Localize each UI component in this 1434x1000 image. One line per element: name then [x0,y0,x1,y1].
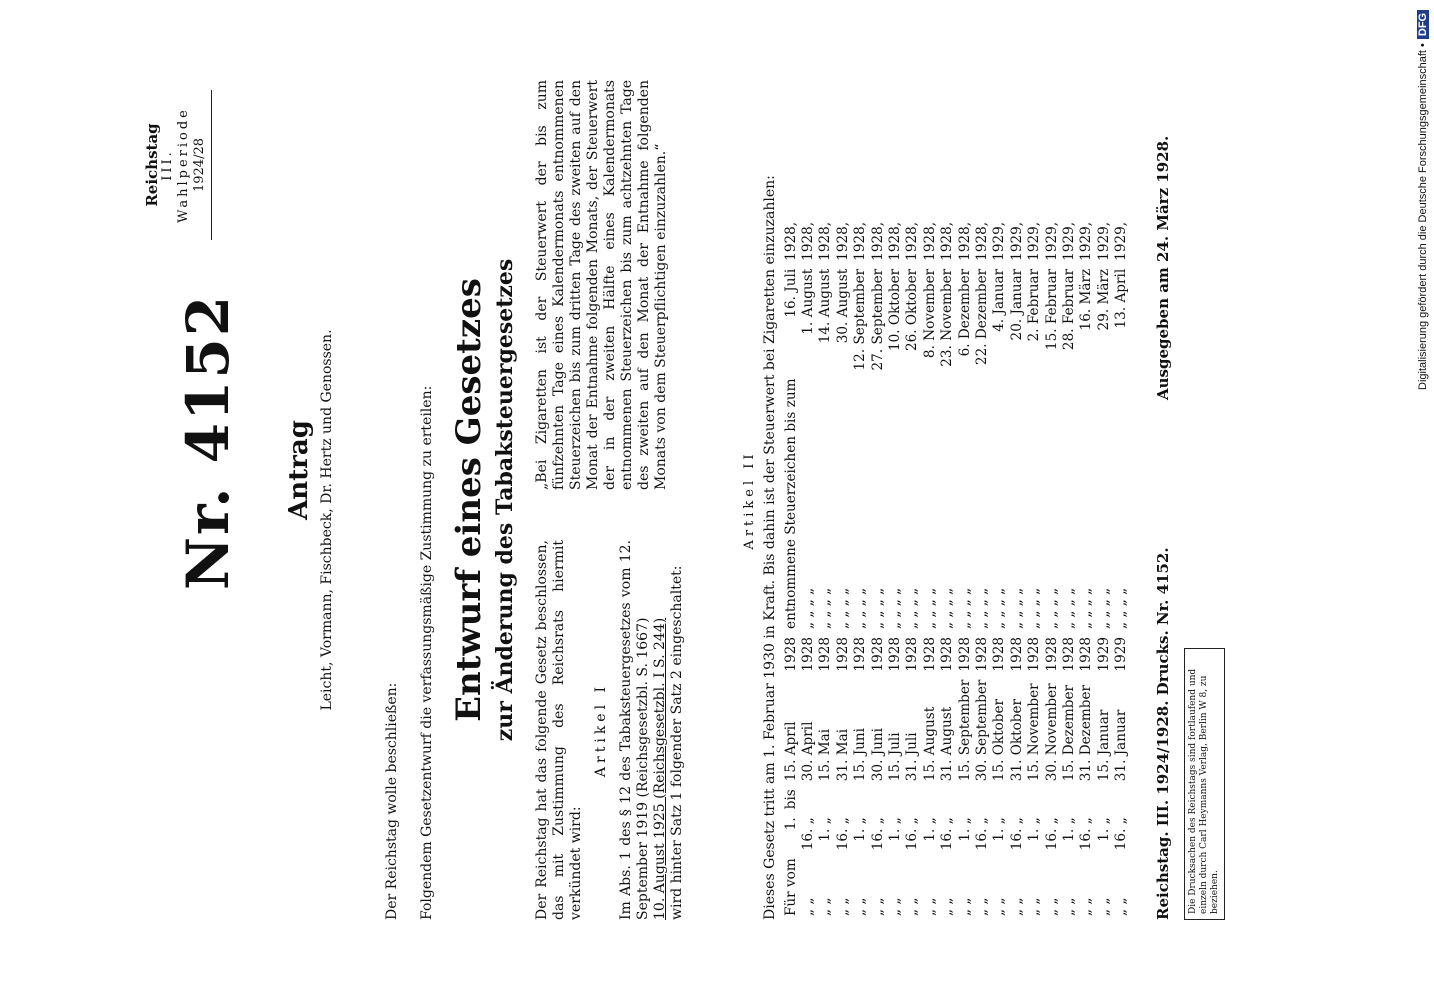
schedule-cell-a: „ „ [834,897,851,916]
schedule-cell-d2: 31. Januar [1113,709,1130,782]
schedule-cell-d3: 29. März [1095,268,1112,331]
schedule-cell-y1: 1928 [834,636,851,672]
schedule-cell-b [1078,785,1095,813]
schedule-cell-a: „ „ [1113,897,1130,916]
schedule-cell-y1: 1929 [1095,636,1112,672]
schedule-cell-mid: „ „ „ „ [1095,587,1112,629]
schedule-cell-a: „ „ [887,897,904,916]
schedule-cell-d3: 16. März [1078,268,1095,331]
schedule-cell-y2: 1928, [939,221,956,261]
schedule-cell-b [1008,785,1025,813]
schedule-row [834,218,851,920]
schedule-cell-d2: 15. August [921,706,938,782]
schedule-row [904,218,921,920]
schedule-cell-d2: 15. April [782,721,799,782]
schedule-cell-y2: 1928, [834,221,851,261]
schedule-cell-d2: 15. Januar [1095,709,1112,782]
schedule-cell-d2: 15. Mai [817,728,834,782]
schedule-cell-y2: 1929, [1095,221,1112,261]
schedule-cell-y1: 1928 [904,636,921,672]
schedule-cell-y1: 1928 [887,636,904,672]
schedule-cell-mid: „ „ „ „ [852,587,869,629]
schedule-cell-y2: 1929, [1008,221,1025,261]
schedule-row [921,218,938,920]
artikel-2-intro: Dieses Gesetz tritt am 1. Februar 1930 in Kraft. Bis dahin ist der Steuerwert bei Zigaretten einzuzahlen: [762,175,778,920]
schedule-cell-y1: 1928 [782,636,799,672]
schedule-cell-y1: 1928 [991,636,1008,672]
schedule-cell-d2: 15. September [956,679,973,782]
schedule-cell-d1: 1. „ [887,817,904,842]
payment-schedule [782,218,1130,920]
schedule-row [956,218,973,920]
schedule-cell-a: „ „ [1095,897,1112,916]
schedule-cell-d3: 26. Oktober [904,268,921,352]
schedule-cell-a: „ „ [956,897,973,916]
schedule-cell-y1: 1928 [1008,636,1025,672]
schedule-cell-b [886,785,903,813]
schedule-cell-a: „ „ [817,897,834,916]
schedule-cell-a: „ „ [973,897,990,916]
law-title: Entwurf eines Gesetzes [449,278,489,722]
schedule-cell-d1: 16. „ [800,817,817,851]
schedule-cell-y2: 1929, [1078,221,1095,261]
schedule-cell-d3: 28. Februar [1060,268,1077,351]
schedule-cell-a: „ „ [800,897,817,916]
schedule-cell-b [991,785,1008,813]
schedule-cell-d2: 15. Juli [887,732,904,782]
amendment-text-a: Im Abs. 1 des § 12 des Tabaksteuergesetzes vom 12. September 1919 (Reichsgesetzbl. S. 1667) [618,540,651,920]
document-number: Nr. 4152 [174,293,242,590]
schedule-cell-y2: 1929, [1026,221,1043,261]
schedule-row [852,218,869,920]
schedule-cell-mid: „ „ „ „ [991,587,1008,629]
schedule-cell-d2: 30. Juni [869,727,886,782]
schedule-cell-d2: 30. September [973,679,990,782]
schedule-cell-b [1025,785,1042,813]
schedule-cell-b [1095,785,1112,813]
schedule-cell-y2: 1928, [869,221,886,261]
wahlperiode-label: III. Wahlperiode [160,107,191,223]
dfg-credit-text: Digitalisierung gefördert durch die Deutsche Forschungsgemeinschaft • [1417,43,1429,390]
schedule-cell-d1: 16. „ [1008,817,1025,851]
schedule-cell-d3: 13. April [1113,268,1130,329]
schedule-cell-b [1043,785,1060,813]
schedule-row [1095,218,1112,920]
dfg-credit [1417,10,1429,390]
schedule-cell-y1: 1928 [817,636,834,672]
inserted-sentence: „Bei Zigaretten ist der Steuerwert der bis zum fünfzehnten Tage eines Kalendermonats entnommenen Steuerzeichen bis zum dritten Tage des zweiten auf den Monat der Entnahme folgenden Monats, der Steuerwert der in der zweiten Hälfte eines Kalendermonats entnommenen Steuerzeichen bis zum achtzehnten Tage des zweiten auf den Monat der Entnahme folgenden Monats von dem Steuerpflichtigen einzuzahlen.“ [534,80,669,490]
schedule-cell-d1: 1. „ [1026,817,1043,842]
left-column [534,540,686,920]
dfg-logo: DFG [1417,10,1429,39]
schedule-cell-y1: 1928 [1026,636,1043,672]
artikel-1-heading: Artikel I [593,682,609,778]
schedule-cell-a: „ „ [939,897,956,916]
schedule-cell-mid: „ „ „ „ [956,587,973,629]
schedule-cell-d3: 1. August [800,268,817,335]
schedule-row [1008,218,1025,920]
footer-issued: Ausgegeben am 24. März 1928. [1154,135,1172,400]
schedule-cell-d1: 1. „ [1060,817,1077,842]
schedule-cell-y1: 1928 [1078,636,1095,672]
schedule-cell-y1: 1928 [800,636,817,672]
schedule-cell-d3: 10. Oktober [887,268,904,352]
enactment-paragraph: Der Reichstag hat das folgende Gesetz beschlossen, das mit Zustimmung des Reichsrats hiermit verkündet wird: [534,540,584,920]
schedule-cell-y2: 1928, [904,221,921,261]
schedule-cell-mid: „ „ „ „ [1060,587,1077,629]
schedule-cell-y2: 1928, [887,221,904,261]
schedule-cell-d3: 6. Dezember [956,268,973,357]
schedule-cell-b [904,785,921,813]
schedule-row [799,218,816,920]
schedule-cell-mid: „ „ „ „ [834,587,851,629]
schedule-row [1025,218,1042,920]
antrag-heading: Antrag [284,420,314,520]
schedule-cell-d3: 12. September [852,268,869,371]
schedule-cell-d3: 23. November [939,268,956,367]
schedule-cell-mid: „ „ „ „ [1008,587,1025,629]
schedule-cell-d1: 16. „ [973,817,990,851]
reichstag-header [144,90,215,240]
schedule-cell-d3: 27. September [869,268,886,371]
schedule-cell-d1: 1. „ [991,817,1008,842]
schedule-cell-a: „ „ [852,897,869,916]
authors-line: Leicht, Vormann, Fischbeck, Dr. Hertz und Genossen. [319,329,335,711]
schedule-cell-d1: 16. „ [869,817,886,851]
schedule-cell-a: „ „ [1060,897,1077,916]
schedule-cell-y2: 1928, [973,221,990,261]
header-rule [211,90,212,240]
reichstag-label: Reichstag [143,123,161,207]
document-page [114,70,1314,930]
schedule-cell-mid: „ „ „ „ [1026,587,1043,629]
schedule-cell-a: „ „ [1026,897,1043,916]
schedule-cell-a: „ „ [1008,897,1025,916]
law-subtitle: zur Änderung des Tabaksteuergesetzes [492,258,518,742]
schedule-row [1112,218,1129,920]
schedule-cell-a: „ „ [991,897,1008,916]
schedule-cell-d3: 2. Februar [1026,268,1043,342]
schedule-cell-y1: 1928 [921,636,938,672]
right-column [534,80,670,490]
schedule-cell-y2: 1929, [1113,221,1130,261]
schedule-cell-d1: 16. „ [834,817,851,851]
schedule-row [1078,218,1095,920]
schedule-cell-y1: 1928 [869,636,886,672]
schedule-cell-b [956,785,973,813]
schedule-cell-d2: 31. Dezember [1078,684,1095,782]
schedule-cell-d3: 30. August [834,268,851,344]
artikel-2-heading: Artikel II [742,450,757,550]
schedule-cell-d3: 22. Dezember [973,268,990,366]
schedule-cell-b [1112,785,1129,813]
schedule-cell-y2: 1928, [782,221,799,261]
schedule-cell-y1: 1928 [973,636,990,672]
schedule-cell-y2: 1929, [1060,221,1077,261]
schedule-cell-d1: 16. „ [1043,817,1060,851]
schedule-row [817,218,834,920]
schedule-cell-y1: 1928 [1060,636,1077,672]
schedule-cell-mid: entnommene Steuerzeichen bis zum [782,378,799,629]
schedule-cell-d1: 16. „ [939,817,956,851]
schedule-cell-b [852,785,869,813]
schedule-cell-d3: 20. Januar [1008,268,1025,341]
schedule-cell-mid: „ „ „ „ [1043,587,1060,629]
schedule-cell-y1: 1928 [956,636,973,672]
schedule-cell-b [799,785,816,813]
schedule-cell-d1: 1. „ [1095,817,1112,842]
schedule-row [973,218,990,920]
schedule-cell-b [973,785,990,813]
schedule-cell-d2: 30. November [1043,683,1060,782]
schedule-row [782,218,799,920]
schedule-cell-d1: 1. „ [817,817,834,842]
schedule-cell-d2: 15. Dezember [1060,684,1077,782]
footer-reference: Reichstag. III. 1924/1928. Drucks. Nr. 4152. [1154,547,1172,920]
schedule-cell-y2: 1928, [800,221,817,261]
schedule-cell-mid: „ „ „ „ [1113,587,1130,629]
schedule-row [939,218,956,920]
schedule-cell-y1: 1928 [1043,636,1060,672]
schedule-cell-a: „ „ [921,897,938,916]
schedule-cell-mid: „ „ „ „ [904,587,921,629]
schedule-row [1043,218,1060,920]
schedule-row [869,218,886,920]
schedule-cell-d1: 1. „ [852,817,869,842]
schedule-cell-d1: 16. „ [1113,817,1130,851]
schedule-cell-mid: „ „ „ „ [1078,587,1095,629]
schedule-cell-b [1060,785,1077,813]
schedule-cell-b [817,785,834,813]
schedule-row [1060,218,1077,920]
schedule-cell-d2: 31. Mai [834,728,851,782]
schedule-cell-d3: 4. Januar [991,268,1008,332]
intro-line-2: Folgendem Gesetzentwurf die verfassungsmäßige Zustimmung zu erteilen: [419,385,435,920]
schedule-cell-a: „ „ [869,897,886,916]
schedule-row [991,218,1008,920]
schedule-cell-mid: „ „ „ „ [921,587,938,629]
schedule-cell-d2: 30. April [800,721,817,782]
schedule-cell-d2: 15. Juni [852,727,869,782]
schedule-cell-d1: 1. „ [921,817,938,842]
schedule-cell-a: „ „ [1078,897,1095,916]
schedule-cell-b [869,785,886,813]
schedule-cell-b [921,785,938,813]
schedule-cell-a: „ „ [1043,897,1060,916]
schedule-cell-b: bis [782,789,799,810]
schedule-cell-d1: 1. „ [956,817,973,842]
schedule-cell-d1: 16. „ [1078,817,1095,851]
schedule-cell-d2: 15. Oktober [991,699,1008,782]
amendment-paragraph [618,540,686,920]
schedule-cell-y1: 1928 [852,636,869,672]
schedule-cell-y2: 1928, [921,221,938,261]
amendment-text-b: 10. August 1925 (Reichsgesetzbl. I S. 244) [652,617,668,920]
schedule-cell-d3: 14. August [817,268,834,344]
schedule-cell-d1: 1. [782,817,799,831]
schedule-cell-mid: „ „ „ „ [887,587,904,629]
schedule-cell-b [834,785,851,813]
schedule-cell-d2: 31. Oktober [1008,699,1025,782]
schedule-cell-mid: „ „ „ „ [939,587,956,629]
schedule-cell-d1: 16. „ [904,817,921,851]
amendment-text-c: wird hinter Satz 1 folgender Satz 2 eingeschaltet: [669,565,685,920]
schedule-cell-y2: 1929, [1043,221,1060,261]
schedule-cell-y1: 1928 [939,636,956,672]
years-label: 1924/28 [192,138,207,193]
schedule-cell-d2: 31. August [939,706,956,782]
schedule-cell-mid: „ „ „ „ [800,587,817,629]
schedule-cell-b [939,785,956,813]
schedule-cell-mid: „ „ „ „ [817,587,834,629]
schedule-cell-d3: 8. November [921,268,938,359]
schedule-cell-y1: 1929 [1113,636,1130,672]
intro-line-1: Der Reichstag wolle beschließen: [384,682,400,920]
schedule-cell-d2: 31. Juli [904,732,921,782]
schedule-cell-a: „ „ [904,897,921,916]
schedule-cell-y2: 1928, [956,221,973,261]
schedule-cell-d3: 16. Juli [782,268,799,318]
schedule-cell-y2: 1928, [817,221,834,261]
schedule-body [782,218,1130,920]
schedule-cell-d2: 15. November [1026,683,1043,782]
schedule-row [886,218,903,920]
schedule-cell-y2: 1929, [991,221,1008,261]
schedule-cell-a: Für vom [782,858,799,916]
schedule-cell-mid: „ „ „ „ [869,587,886,629]
schedule-cell-mid: „ „ „ „ [973,587,990,629]
schedule-cell-d3: 15. Februar [1043,268,1060,351]
schedule-cell-y2: 1928, [852,221,869,261]
publisher-note: Die Drucksachen des Reichstags sind fortlaufend und einzeln durch Carl Heymanns Verlag, Berlin W 8, zu beziehen. [1184,648,1225,920]
